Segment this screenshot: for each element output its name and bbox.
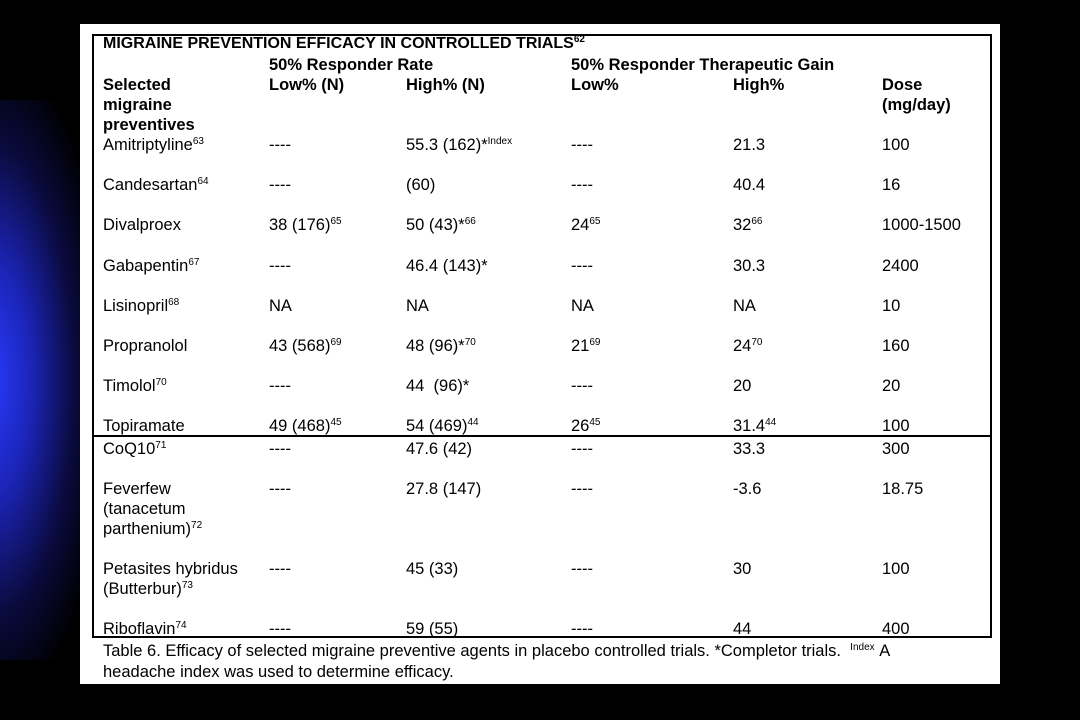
blue-glow-decoration: [0, 0, 80, 720]
table-cell-tg-low: ----: [571, 560, 593, 578]
table-cell-agent: Propranolol: [103, 337, 188, 355]
table-title: MIGRAINE PREVENTION EFFICACY IN CONTROLLED TRIALS$^{62}$: [103, 34, 585, 52]
table-cell-dose: 100: [882, 560, 910, 578]
table-cell-tg-low: ----: [571, 620, 593, 638]
table-cell-dose: 400: [882, 620, 910, 638]
table-cell-tg-low: $26^{45}$: [571, 417, 601, 435]
table-cell-tg-high: 30: [733, 560, 752, 578]
table-cell-tg-high: 30.3: [733, 257, 766, 275]
table-cell-rr-low: ----: [269, 377, 291, 395]
header-rr-low: Low% (N): [269, 76, 345, 94]
header-dose-2: (mg/day): [882, 96, 951, 114]
table-cell-tg-low: ----: [571, 440, 593, 458]
table-cell-dose: 16: [882, 176, 901, 194]
table-cell-rr-high: 48 (96)*$^{70}$: [406, 337, 476, 355]
table-cell-agent-line: (tanacetum: [103, 500, 186, 518]
slide-table: [80, 24, 1000, 684]
table-cell-rr-high: 54 $(469)^{44}$: [406, 417, 479, 435]
table-cell-agent: Timolol$^{70}$: [103, 377, 167, 395]
table-cell-rr-high: 46.4 (143)*: [406, 257, 488, 275]
table-cell-rr-low: ----: [269, 480, 291, 498]
table-cell-agent: Riboflavin$^{74}$: [103, 620, 187, 638]
table-cell-tg-high: 20: [733, 377, 752, 395]
table-cell-agent: Topiramate: [103, 417, 185, 435]
table-caption: [103, 641, 983, 683]
table-cell-tg-low: $21^{69}$: [571, 337, 601, 355]
header-agent-1: Selected: [103, 76, 171, 94]
table-cell-agent-line: (Butterbur)$^{73}$: [103, 580, 193, 598]
table-frame: [92, 34, 992, 638]
table-cell-dose: 20: [882, 377, 901, 395]
table-cell-rr-low: ----: [269, 257, 291, 275]
table-cell-agent: Divalproex: [103, 216, 181, 234]
table-cell-rr-low: 38 $(176)^{65}$: [269, 216, 342, 234]
table-cell-tg-high: 40.4: [733, 176, 766, 194]
table-cell-rr-low: 49 $(468)^{45}$: [269, 417, 342, 435]
table-cell-rr-low: ----: [269, 176, 291, 194]
table-cell-rr-high: 55.3 (162)*$^{Index}$: [406, 136, 513, 154]
table-cell-rr-high: NA: [406, 297, 429, 315]
table-cell-tg-high: 33.3: [733, 440, 766, 458]
table-cell-dose: 300: [882, 440, 910, 458]
table-cell-dose: 160: [882, 337, 910, 355]
table-cell-dose: 10: [882, 297, 901, 315]
table-cell-rr-high: 47.6 (42): [406, 440, 473, 458]
table-cell-tg-high: -3.6: [733, 480, 762, 498]
caption-line-2: headache index was used to determine efficacy.: [103, 663, 454, 681]
table-cell-rr-low: ----: [269, 440, 291, 458]
table-cell-tg-high: 21.3: [733, 136, 766, 154]
table-divider: [94, 435, 992, 437]
table-cell-dose: 18.75: [882, 480, 924, 498]
table-cell-rr-high: 45 (33): [406, 560, 459, 578]
header-agent-3: preventives: [103, 116, 195, 134]
header-tg-high: High%: [733, 76, 785, 94]
table-cell-rr-low: NA: [269, 297, 292, 315]
table-cell-agent-line: parthenium)$^{72}$: [103, 520, 203, 538]
header-rr-high: High% (N): [406, 76, 485, 94]
table-cell-tg-low: ----: [571, 176, 593, 194]
table-cell-rr-low: ----: [269, 620, 291, 638]
table-cell-tg-high: $24^{70}$: [733, 337, 763, 355]
table-cell-rr-low: ----: [269, 560, 291, 578]
table-cell-agent: Candesartan$^{64}$: [103, 176, 209, 194]
table-cell-tg-high: NA: [733, 297, 756, 315]
table-cell-dose: 100: [882, 417, 910, 435]
table-cell-rr-high: 27.8 (147): [406, 480, 482, 498]
table-cell-tg-low: $24^{65}$: [571, 216, 601, 234]
table-cell-tg-high: 31.4$^{44}$: [733, 417, 777, 435]
table-cell-dose: 1000-1500: [882, 216, 961, 234]
table-cell-tg-low: NA: [571, 297, 594, 315]
table-cell-agent: Amitriptyline$^{63}$: [103, 136, 204, 154]
table-cell-dose: 2400: [882, 257, 919, 275]
table-cell-rr-high: 44 (96)*: [406, 377, 470, 395]
group-header-responder-rate: 50% Responder Rate: [269, 56, 434, 74]
table-cell-tg-low: ----: [571, 377, 593, 395]
header-agent-2: migraine: [103, 96, 172, 114]
header-dose-1: Dose: [882, 76, 923, 94]
table-cell-tg-low: ----: [571, 257, 593, 275]
table-cell-tg-low: ----: [571, 480, 593, 498]
header-tg-low: Low%: [571, 76, 619, 94]
table-cell-agent: Gabapentin$^{67}$: [103, 257, 200, 275]
table-cell-agent: $CoQ10^{71}$: [103, 440, 167, 458]
table-cell-dose: 100: [882, 136, 910, 154]
table-cell-rr-low: 43 $(568)^{69}$: [269, 337, 342, 355]
table-cell-rr-high: 59 (55): [406, 620, 459, 638]
table-cell-rr-low: ----: [269, 136, 291, 154]
table-cell-tg-low: ----: [571, 136, 593, 154]
table-cell-agent-line: Petasites hybridus: [103, 560, 238, 578]
table-cell-tg-high: 44: [733, 620, 752, 638]
table-cell-rr-high: (60): [406, 176, 436, 194]
table-cell-agent-line: Feverfew: [103, 480, 171, 498]
group-header-therapeutic-gain: 50% Responder Therapeutic Gain: [571, 56, 835, 74]
table-cell-rr-high: 50 (43)*$^{66}$: [406, 216, 476, 234]
table-cell-tg-high: $32^{66}$: [733, 216, 763, 234]
caption-line-1: Table 6. Efficacy of selected migraine preventive agents in placebo controlled trials. *Completor trials. $^{Index}$ A: [103, 642, 891, 660]
table-cell-agent: Lisinopril$^{68}$: [103, 297, 180, 315]
